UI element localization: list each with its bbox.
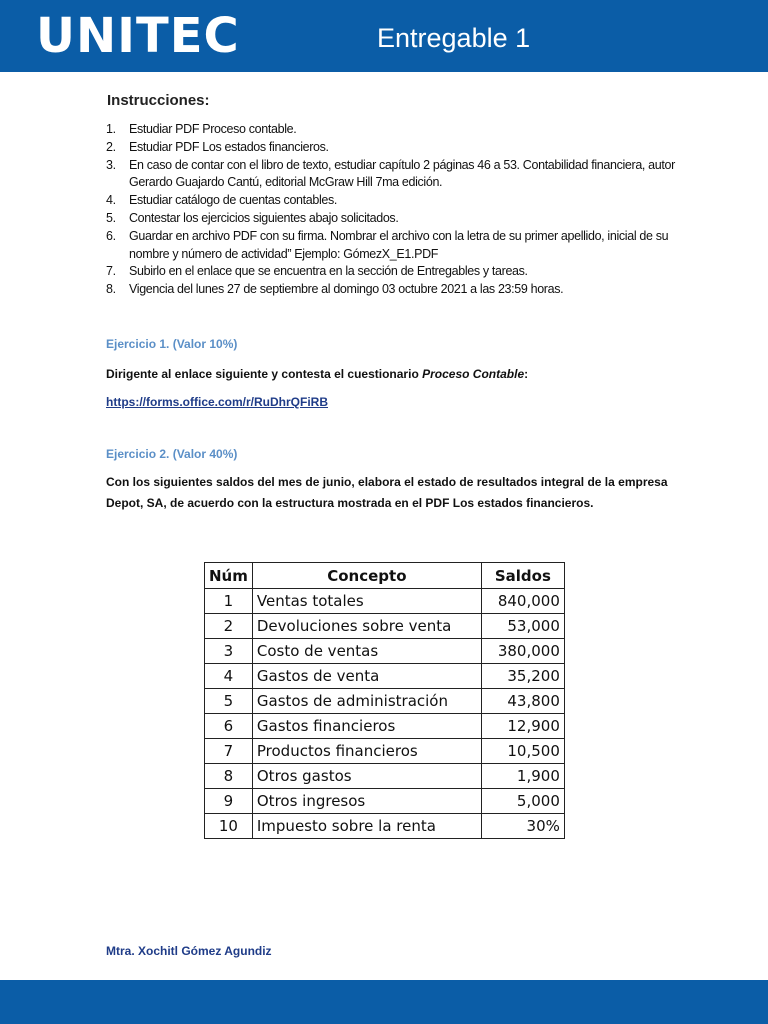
- instruction-number: 7.: [106, 264, 116, 279]
- cell-concepto: Ventas totales: [252, 589, 481, 614]
- header-bar: [0, 0, 768, 72]
- instruction-text: Subirlo en el enlace que se encuentra en la sección de Entregables y tareas.: [129, 264, 528, 279]
- cell-num: 10: [205, 814, 253, 839]
- ejercicio1-text: Dirigente al enlace siguiente y contesta el cuestionario: [106, 366, 423, 381]
- instruction-item: [106, 281, 686, 299]
- cell-saldo: 53,000: [481, 614, 564, 639]
- table-row: [205, 639, 565, 664]
- table-row: [205, 814, 565, 839]
- cell-concepto: Impuesto sobre la renta: [252, 814, 481, 839]
- cell-num: 2: [205, 614, 253, 639]
- footer-bar: [0, 980, 768, 1024]
- table-row: [205, 789, 565, 814]
- cell-num: 8: [205, 764, 253, 789]
- cell-saldo: 840,000: [481, 589, 564, 614]
- cell-concepto: Productos financieros: [252, 739, 481, 764]
- ejercicio2-instruction: Con los siguientes saldos del mes de junio, elabora el estado de resultados integral de la empresa Depot, SA, de acuerdo con la estructura mostrada en el PDF Los estados financieros.: [106, 474, 668, 510]
- cell-concepto: Devoluciones sobre venta: [252, 614, 481, 639]
- cell-saldo: 43,800: [481, 689, 564, 714]
- cell-num: 6: [205, 714, 253, 739]
- instructions-list: [106, 121, 686, 299]
- forms-link[interactable]: https://forms.office.com/r/RuDhrQFiRB: [106, 394, 329, 409]
- table-row: [205, 739, 565, 764]
- instruction-item: [106, 210, 686, 228]
- cell-num: 3: [205, 639, 253, 664]
- instruction-number: 5.: [106, 210, 116, 225]
- document-title: Entregable 1: [377, 23, 531, 53]
- table-row: [205, 664, 565, 689]
- cell-concepto: Gastos de venta: [252, 664, 481, 689]
- ejercicio1-title: Ejercicio 1. (Valor 10%): [106, 336, 238, 351]
- instruction-text: Contestar los ejercicios siguientes abajo solicitados.: [129, 210, 399, 225]
- cell-concepto: Otros gastos: [252, 764, 481, 789]
- table-row: [205, 714, 565, 739]
- signature: Mtra. Xochitl Gómez Agundiz: [106, 944, 272, 958]
- instruction-item: [106, 228, 686, 264]
- cell-saldo: 30%: [481, 814, 564, 839]
- instruction-item: [106, 121, 686, 139]
- table-row: [205, 589, 565, 614]
- ejercicio1-italic: Proceso Contable: [422, 366, 525, 381]
- instruction-item: [106, 263, 686, 281]
- table-row: [205, 764, 565, 789]
- ejercicio1-colon: :: [524, 366, 529, 381]
- document-body: [106, 92, 686, 514]
- cell-concepto: Gastos de administración: [252, 689, 481, 714]
- instruction-number: 1.: [106, 122, 116, 136]
- unitec-logo: UNITEC: [36, 8, 240, 64]
- instruction-text: En caso de contar con el libro de texto, estudiar capítulo 2 páginas 46 a 53. Contabilidad financiera, autor Gerardo Guajardo Cantú, editorial McGraw Hill 7ma edición.: [129, 157, 675, 190]
- cell-num: 9: [205, 789, 253, 814]
- header-num: Núm: [205, 563, 253, 589]
- instruction-number: 2.: [106, 139, 116, 154]
- cell-num: 4: [205, 664, 253, 689]
- instruction-number: 3.: [106, 157, 116, 172]
- instruction-item: [106, 139, 686, 157]
- table-header-row: [205, 563, 565, 589]
- cell-num: 1: [205, 589, 253, 614]
- instruction-number: 4.: [106, 193, 116, 208]
- cell-saldo: 12,900: [481, 714, 564, 739]
- table-row: [205, 614, 565, 639]
- instruction-text: Estudiar catálogo de cuentas contables.: [129, 193, 338, 208]
- cell-saldo: 10,500: [481, 739, 564, 764]
- instruction-item: [106, 157, 686, 193]
- ejercicio1-instruction: [106, 364, 686, 385]
- cell-saldo: 380,000: [481, 639, 564, 664]
- saldos-table: [204, 562, 565, 839]
- cell-saldo: 5,000: [481, 789, 564, 814]
- cell-concepto: Costo de ventas: [252, 639, 481, 664]
- instructions-heading: Instrucciones:: [107, 92, 210, 109]
- cell-num: 5: [205, 689, 253, 714]
- instruction-number: 8.: [106, 282, 116, 297]
- cell-saldo: 1,900: [481, 764, 564, 789]
- cell-concepto: Gastos financieros: [252, 714, 481, 739]
- instruction-text: Estudiar PDF Proceso contable.: [129, 122, 297, 136]
- instruction-text: Estudiar PDF Los estados financieros.: [129, 139, 329, 154]
- header-concepto: Concepto: [252, 563, 481, 589]
- table-row: [205, 689, 565, 714]
- ejercicio2-title: Ejercicio 2. (Valor 40%): [106, 446, 238, 461]
- header-saldos: Saldos: [481, 563, 564, 589]
- cell-saldo: 35,200: [481, 664, 564, 689]
- cell-num: 7: [205, 739, 253, 764]
- cell-concepto: Otros ingresos: [252, 789, 481, 814]
- instruction-item: [106, 192, 686, 210]
- instruction-number: 6.: [106, 228, 116, 243]
- instruction-text: Guardar en archivo PDF con su firma. Nombrar el archivo con la letra de su primer apellido, inicial de su nombre y número de actividad” Ejemplo: GómezX_E1.PDF: [129, 228, 669, 261]
- instruction-text: Vigencia del lunes 27 de septiembre al domingo 03 octubre 2021 a las 23:59 horas.: [129, 282, 564, 297]
